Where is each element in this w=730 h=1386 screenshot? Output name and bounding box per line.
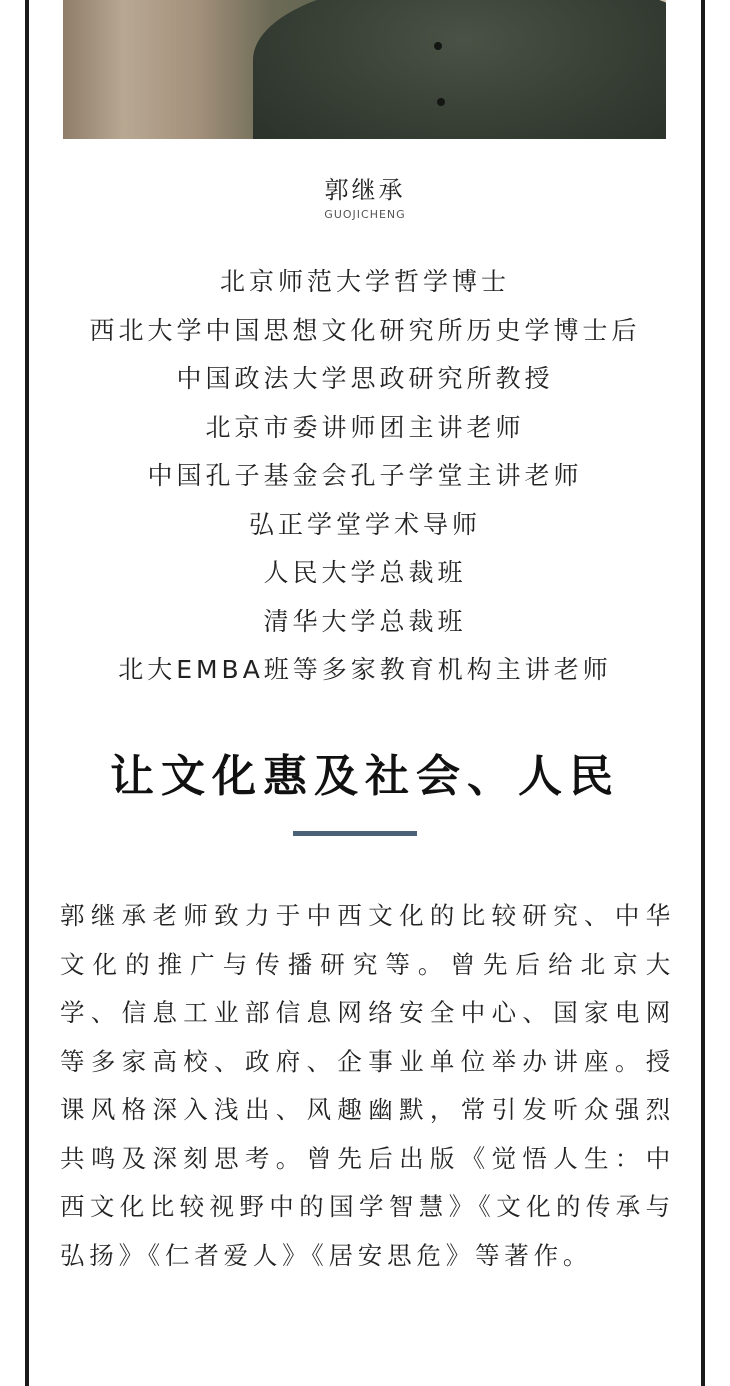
credential-item: 中国政法大学思政研究所教授 <box>176 364 554 393</box>
portrait-photo <box>63 0 666 139</box>
person-name-pinyin: GUOJICHENG <box>324 208 406 221</box>
section-heading: 让文化惠及社会、人民 <box>110 751 620 802</box>
credentials-list <box>0 262 730 699</box>
heading-divider <box>293 831 417 836</box>
credential-item: 中国孔子基金会孔子学堂主讲老师 <box>147 461 583 490</box>
credential-item: 弘正学堂学术导师 <box>248 509 481 539</box>
shirt-button <box>437 98 445 106</box>
biography-paragraph: 郭继承老师致力于中西文化的比较研究、中华文化的推广与传播研究等。曾先后给北京大学、信息工业部信息网络安全中心、国家电网等多家高校、政府、企事业单位举办讲座。授课风格深入浅出、风趣幽默，常引发听众强烈共鸣及深刻思考。曾先后出版《觉悟人生：中西文化比较视野中的国学智慧》《文化的传承与弘扬》《仁者爱人》《居安思危》等著作。 <box>60 901 675 1270</box>
credential-item: 北京师范大学哲学博士 <box>219 267 510 296</box>
credential-item: 西北大学中国思想文化研究所历史学博士后 <box>89 315 641 345</box>
person-name: 郭继承 <box>324 176 406 204</box>
credential-item: 人民大学总裁班 <box>263 558 467 587</box>
shirt-graphic <box>253 0 666 139</box>
credential-item: 北京市委讲师团主讲老师 <box>205 412 525 442</box>
credential-item: 北大EMBA班等多家教育机构主讲老师 <box>118 655 612 684</box>
shirt-button <box>434 42 442 50</box>
credential-item: 清华大学总裁班 <box>263 606 467 636</box>
